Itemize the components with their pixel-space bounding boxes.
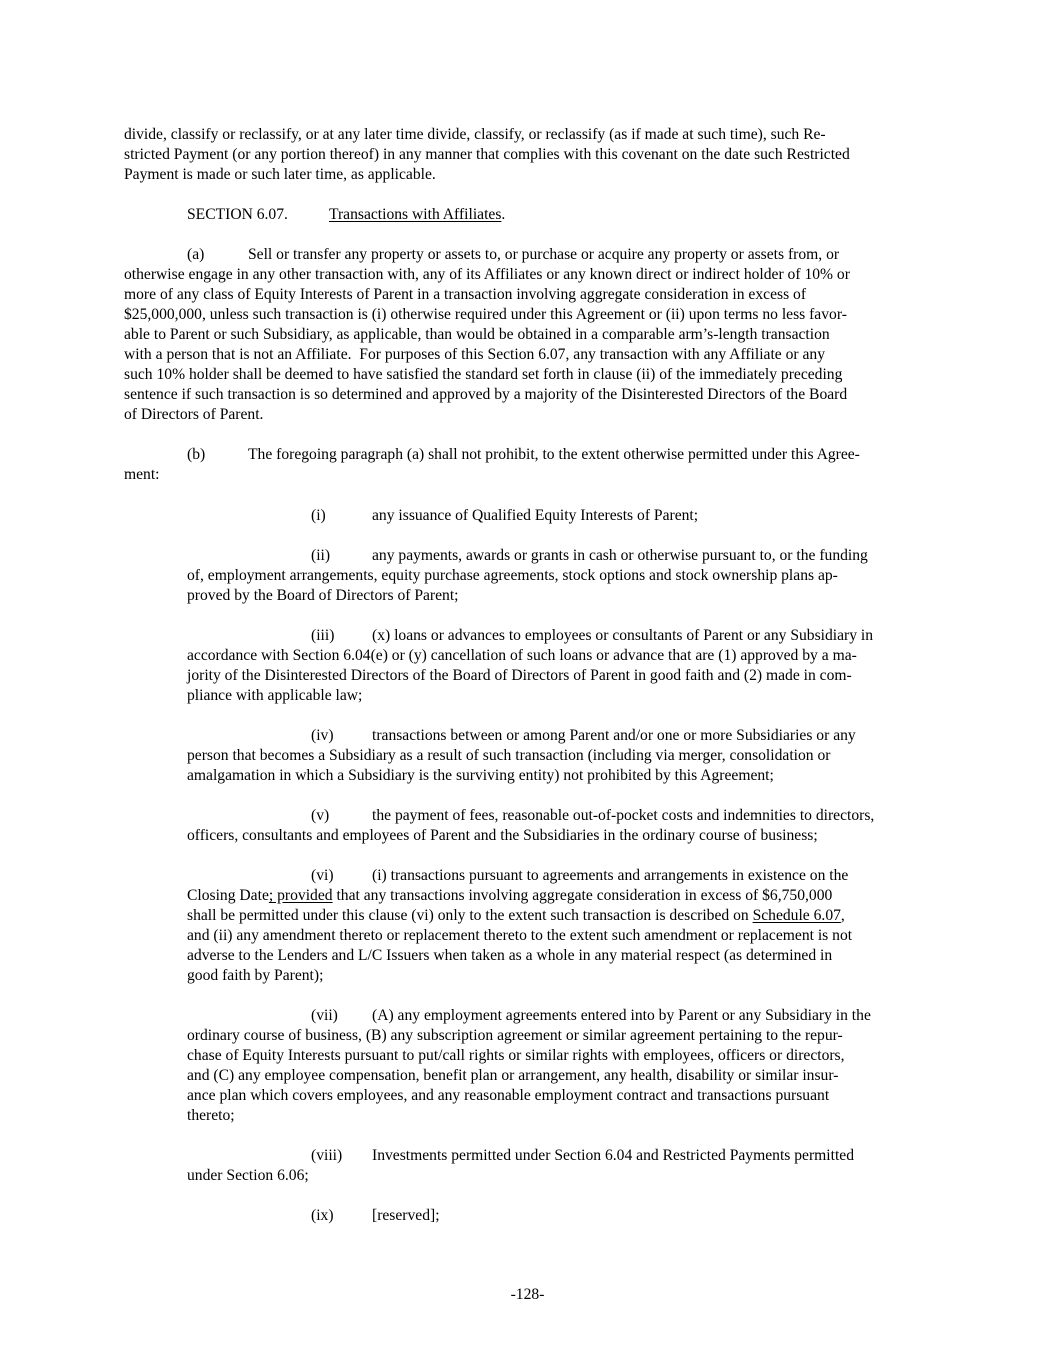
intro-line-1: divide, classify or reclassify, or at any later time divide, classify, or reclassify (as if made at such time), such Re- bbox=[124, 126, 826, 143]
item-vi-line2-pre: shall be permitted under this clause (vi) only to the extent such transaction is described on bbox=[187, 907, 753, 924]
item-vii-line: ordinary course of business, (B) any subscription agreement or similar agreement pertaining to the repur- bbox=[187, 1027, 843, 1044]
item-ii-first-line: any payments, awards or grants in cash or otherwise pursuant to, or the funding bbox=[372, 547, 868, 564]
item-ix-first-line: [reserved]; bbox=[372, 1207, 440, 1224]
section-title-period: . bbox=[501, 206, 506, 223]
item-vi-line2-post: , bbox=[840, 907, 845, 924]
section-title-text: Transactions with Affiliates bbox=[329, 206, 502, 223]
item-iv-label: (iv) bbox=[311, 727, 334, 744]
item-ix-label: (ix) bbox=[311, 1207, 334, 1224]
item-vi-line1-pre: Closing Date bbox=[187, 887, 269, 904]
item-vi-line: adverse to the Lenders and L/C Issuers when taken as a whole in any material respect (as determined in bbox=[187, 947, 833, 964]
item-viii-first-line: Investments permitted under Section 6.04 and Restricted Payments permitted bbox=[372, 1147, 854, 1164]
item-vi-line: good faith by Parent); bbox=[187, 967, 324, 984]
item-vi-label: (vi) bbox=[311, 867, 334, 884]
page-number: -128- bbox=[510, 1286, 545, 1303]
item-vi-line-closing-date bbox=[187, 886, 832, 906]
item-iii-line: accordance with Section 6.04(e) or (y) cancellation of such loans or advance that are (1) approved by a ma- bbox=[187, 647, 857, 664]
item-ii-line: proved by the Board of Directors of Parent; bbox=[187, 587, 459, 604]
provided-underlined: ; provided bbox=[268, 887, 333, 904]
item-ii-label: (ii) bbox=[311, 547, 331, 564]
item-vii-label: (vii) bbox=[311, 1007, 338, 1024]
para-a-line: otherwise engage in any other transaction with, any of its Affiliates or any known direct or indirect holder of 10% or bbox=[124, 266, 850, 283]
item-v-label: (v) bbox=[311, 807, 330, 824]
section-number: SECTION 6.07. bbox=[187, 206, 288, 223]
item-iii-label: (iii) bbox=[311, 627, 335, 644]
item-iii-line: pliance with applicable law; bbox=[187, 687, 363, 704]
section-title bbox=[329, 205, 505, 225]
item-vi-line-schedule bbox=[187, 906, 845, 926]
item-vii-line: chase of Equity Interests pursuant to put/call rights or similar rights with employees, officers or directors, bbox=[187, 1047, 845, 1064]
item-v-line: officers, consultants and employees of Parent and the Subsidiaries in the ordinary course of business; bbox=[187, 827, 818, 844]
intro-line-2: stricted Payment (or any portion thereof) in any manner that complies with this covenant on the date such Restricted bbox=[124, 146, 850, 163]
item-vii-line: thereto; bbox=[187, 1107, 235, 1124]
para-a-first-line: Sell or transfer any property or assets to, or purchase or acquire any property or assets from, or bbox=[248, 246, 840, 263]
para-a-line: $25,000,000, unless such transaction is (i) otherwise required under this Agreement or (ii) upon terms no less favor- bbox=[124, 306, 847, 323]
item-vi-line1-post: that any transactions involving aggregate consideration in excess of $6,750,000 bbox=[332, 887, 833, 904]
para-a-line: with a person that is not an Affiliate. For purposes of this Section 6.07, any transaction with any Affiliate or any bbox=[124, 346, 826, 363]
item-v-first-line: the payment of fees, reasonable out-of-pocket costs and indemnities to directors, bbox=[372, 807, 875, 824]
para-b-line: ment: bbox=[124, 466, 160, 483]
item-vi-first-line: (i) transactions pursuant to agreements and arrangements in existence on the bbox=[372, 867, 849, 884]
item-ii-line: of, employment arrangements, equity purchase agreements, stock options and stock ownership plans ap- bbox=[187, 567, 838, 584]
item-iii-line: jority of the Disinterested Directors of the Board of Directors of Parent in good faith and (2) made in com- bbox=[187, 667, 852, 684]
item-iv-first-line: transactions between or among Parent and/or one or more Subsidiaries or any bbox=[372, 727, 856, 744]
para-a-line: more of any class of Equity Interests of Parent in a transaction involving aggregate consideration in excess of bbox=[124, 286, 807, 303]
item-viii-label: (viii) bbox=[311, 1147, 343, 1164]
item-iv-line: amalgamation in which a Subsidiary is the surviving entity) not prohibited by this Agreement; bbox=[187, 767, 774, 784]
item-i-first-line: any issuance of Qualified Equity Interests of Parent; bbox=[372, 507, 699, 524]
para-b-first-line: The foregoing paragraph (a) shall not prohibit, to the extent otherwise permitted under this Agree- bbox=[248, 446, 860, 463]
item-vii-line: and (C) any employee compensation, benefit plan or arrangement, any health, disability or similar insur- bbox=[187, 1067, 839, 1084]
item-iv-line: person that becomes a Subsidiary as a result of such transaction (including via merger, consolidation or bbox=[187, 747, 831, 764]
para-a-line: of Directors of Parent. bbox=[124, 406, 264, 423]
para-b-label: (b) bbox=[187, 446, 206, 463]
item-vii-first-line: (A) any employment agreements entered into by Parent or any Subsidiary in the bbox=[372, 1007, 871, 1024]
item-vi-line: and (ii) any amendment thereto or replacement thereto to the extent such amendment or replacement is not bbox=[187, 927, 853, 944]
item-vii-line: ance plan which covers employees, and any reasonable employment contract and transactions pursuant bbox=[187, 1087, 830, 1104]
para-a-label: (a) bbox=[187, 246, 205, 263]
intro-line-3: Payment is made or such later time, as applicable. bbox=[124, 166, 436, 183]
item-iii-first-line: (x) loans or advances to employees or consultants of Parent or any Subsidiary in bbox=[372, 627, 874, 644]
para-a-line: sentence if such transaction is so determined and approved by a majority of the Disinterested Directors of the Board bbox=[124, 386, 848, 403]
para-a-line: such 10% holder shall be deemed to have satisfied the standard set forth in clause (ii) of the immediately preceding bbox=[124, 366, 843, 383]
item-i-label: (i) bbox=[311, 507, 326, 524]
para-a-line: able to Parent or such Subsidiary, as applicable, than would be obtained in a comparable arm’s-length transaction bbox=[124, 326, 830, 343]
item-viii-line: under Section 6.06; bbox=[187, 1167, 309, 1184]
schedule-reference: Schedule 6.07 bbox=[752, 907, 841, 924]
